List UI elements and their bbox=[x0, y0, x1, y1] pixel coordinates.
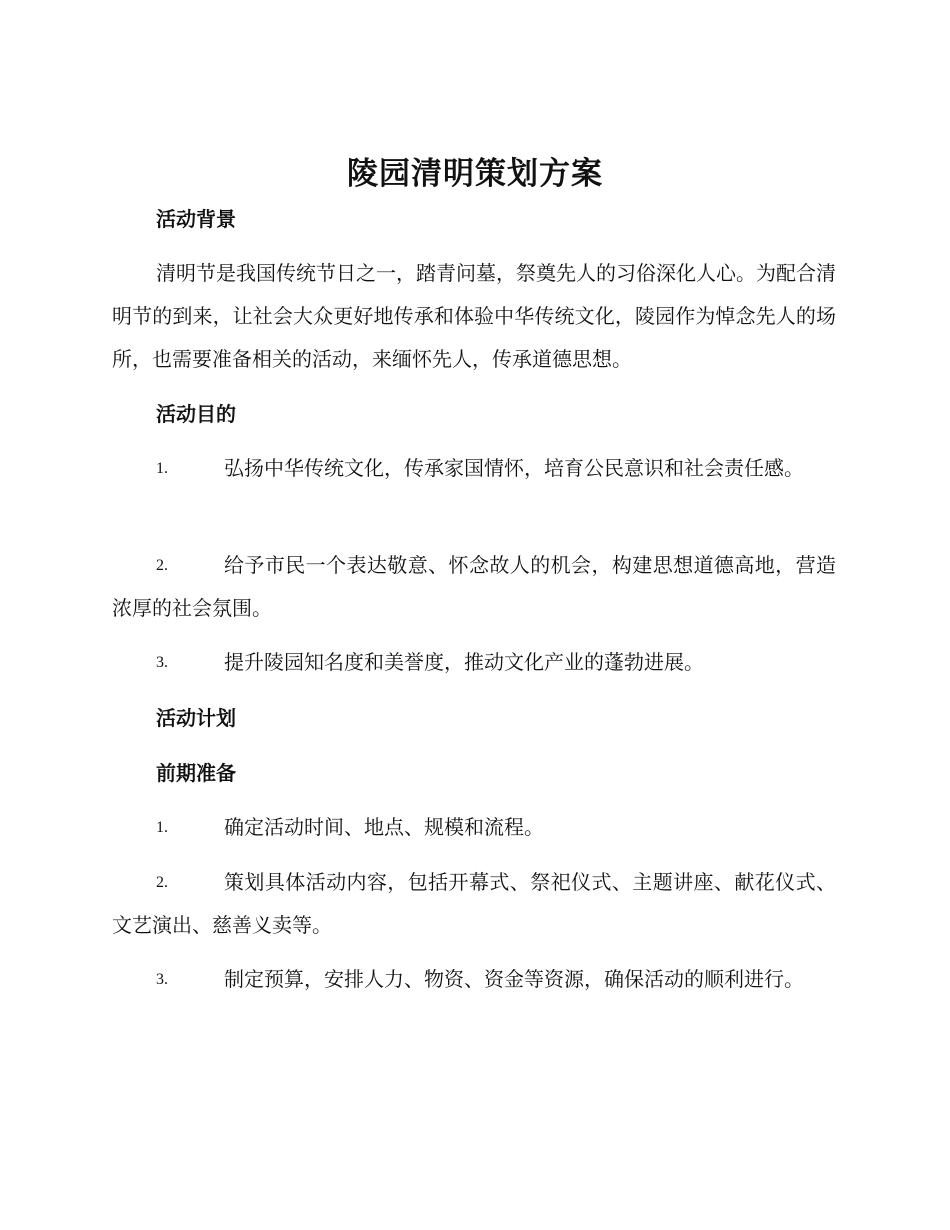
purpose-list-item bbox=[112, 641, 836, 684]
preparation-list-item bbox=[112, 958, 836, 1001]
document-title: 陵园清明策划方案 bbox=[347, 156, 603, 192]
list-item-text: 策划具体活动内容，包括开幕式、祭祀仪式、主题讲座、献花仪式、文艺演出、慈善义卖等。 bbox=[112, 870, 836, 937]
list-item-number: 3. bbox=[156, 654, 168, 671]
purpose-list-item bbox=[112, 544, 836, 630]
purpose-list-item bbox=[112, 447, 836, 490]
section-heading-plan: 活动计划 bbox=[156, 706, 236, 730]
list-item-number: 2. bbox=[156, 557, 168, 574]
list-item-text: 弘扬中华传统文化，传承家国情怀，培育公民意识和社会责任感。 bbox=[224, 456, 804, 480]
preparation-list-item bbox=[112, 806, 836, 849]
background-paragraph: 清明节是我国传统节日之一，踏青问墓，祭奠先人的习俗深化人心。为配合清明节的到来，让社会大众更好地传承和体验中华传统文化，陵园作为悼念先人的场所，也需要准备相关的活动，来缅怀先人，传承道德思想。 bbox=[112, 261, 836, 371]
preparation-list-item bbox=[112, 861, 836, 947]
list-item-number: 1. bbox=[156, 460, 168, 477]
list-item-number: 1. bbox=[156, 819, 168, 836]
section-heading-preparation: 前期准备 bbox=[156, 761, 236, 785]
list-item-text: 提升陵园知名度和美誉度，推动文化产业的蓬勃进展。 bbox=[224, 650, 704, 674]
section-heading-purpose: 活动目的 bbox=[156, 402, 236, 426]
section-heading-background: 活动背景 bbox=[156, 207, 236, 231]
list-item-number: 3. bbox=[156, 971, 168, 988]
list-item-text: 确定活动时间、地点、规模和流程。 bbox=[224, 815, 544, 839]
list-item-text: 制定预算，安排人力、物资、资金等资源，确保活动的顺利进行。 bbox=[224, 967, 804, 991]
list-item-text: 给予市民一个表达敬意、怀念故人的机会，构建思想道德高地，营造浓厚的社会氛围。 bbox=[112, 553, 836, 620]
list-item-number: 2. bbox=[156, 874, 168, 891]
